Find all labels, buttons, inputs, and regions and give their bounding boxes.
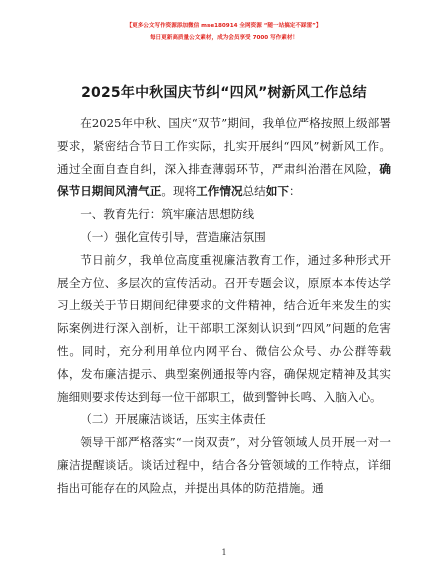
paragraph-2: 领导干部严格落实“一岗双责”，对分管领域人员开展一对一廉洁提醒谈话。谈话过程中，结合各分管领域的工作特点，详细指出可能存在的风险点，并提出具体的防范措施。通 — [57, 435, 391, 495]
document-title: 2025年中秋国庆节纠“四风”树新风工作总结 — [81, 85, 367, 101]
page-number: 1 — [221, 548, 227, 557]
promo-banner-line-2: 每日更新高质量公文素材，成为会员享受 7000 写作素材！ — [149, 35, 299, 41]
subsection-heading-2: （二）开展廉洁谈话，压实主体责任 — [80, 412, 266, 427]
intro-highlight-2: 工作情况 — [196, 184, 243, 199]
intro-text-4: ： — [288, 184, 301, 199]
promo-banner — [0, 20, 448, 44]
intro-text-2: 。现将 — [161, 184, 197, 199]
intro-paragraph — [57, 112, 391, 203]
document-body — [57, 112, 391, 500]
intro-text-1: 在2025年中秋、国庆“双节”期间，我单位严格按照上级部署要求，紧密结合节日工作实际，扎实开展纠“四风”树新风工作。通过全面自查自纠，深入排查薄弱环节，严肃纠治潜在风险， — [57, 116, 391, 176]
promo-banner-line-1: 【更多公文写作资源添加微信 mse180914 全网资源 “随一站搞定不踩雷”】 — [126, 23, 322, 29]
section-heading-1: 一、教育先行：筑牢廉洁思想防线 — [80, 207, 255, 222]
paragraph-1: 节日前夕，我单位高度重视廉洁教育工作，通过多种形式开展全方位、多层次的宣传活动。召开专题会议，原原本本传达学习上级关于节日期间纪律要求的文件精神，结合近年来发生的实际案例进行深入剖析，让干部职工深刻认识到“四风”问题的危害性。同时，充分利用单位内网平台、微信公众号、办公群等载体，发布廉洁提示、典型案例通报等内容，确保规定精神及其实施细则要求传达到每一位干部职工，做到警钟长鸣、入脑入心。 — [57, 252, 391, 404]
intro-highlight-3: 如下 — [265, 184, 289, 199]
intro-text-3: 总结 — [242, 184, 266, 199]
intro-highlight-1: 确保节日期间风清气正 — [57, 161, 391, 199]
subsection-heading-1: （一）强化宣传引导，营造廉洁氛围 — [80, 229, 266, 244]
